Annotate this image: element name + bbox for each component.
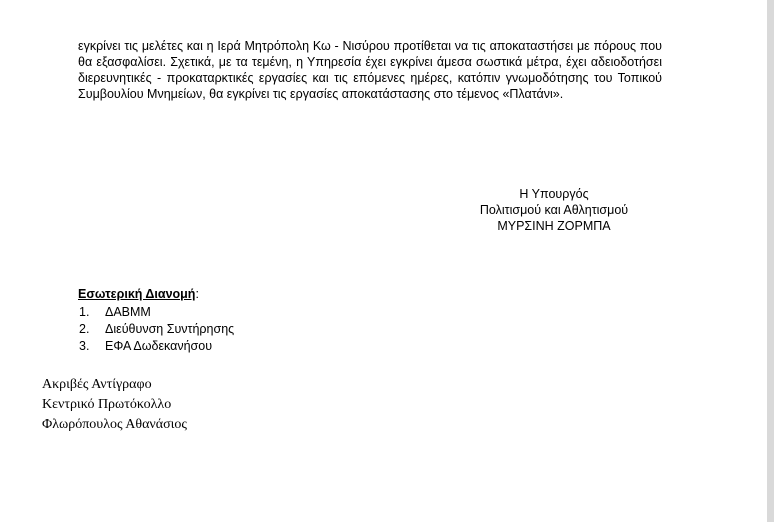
page-edge	[767, 0, 774, 522]
internal-distribution	[78, 286, 378, 355]
certifier-name: Φλωρόπουλος Αθανάσιος	[42, 417, 187, 432]
distribution-title: Εσωτερική Διανομή	[78, 287, 196, 301]
distribution-heading	[78, 286, 378, 302]
central-protocol-label: Κεντρικό Πρωτόκολλο	[42, 397, 172, 412]
certified-copy-label: Ακριβές Αντίγραφο	[42, 377, 152, 392]
signature-title: Η Υπουργός	[519, 187, 589, 201]
body-paragraph: εγκρίνει τις μελέτες και η Ιερά Μητρόπολη Κω - Νισύρου προτίθεται να τις αποκαταστήσει με πόρους που θα εξασφαλίσει. Σχετικά, με τα τεμένη, η Υπηρεσία έχει εγκρίνει άμεσα σωστικά μέτρα, έχει αδειοδοτήσει διερευνητικές - προκαταρκτικές εργασίες και τις επόμενες ημέρες, κατόπιν γνωμοδότησης του Τοπικού Συμβουλίου Μνημείων, θα εγκρίνει τις εργασίες αποκατάστασης στο τέμενος «Πλατάνι».	[78, 39, 662, 101]
list-item	[78, 304, 378, 321]
certified-copy-block	[42, 375, 342, 435]
list-number: 1.	[79, 305, 90, 319]
signature-ministry: Πολιτισμού και Αθλητισμού	[479, 203, 629, 217]
list-number: 2.	[79, 322, 90, 336]
list-label: ΕΦΑ Δωδεκανήσου	[105, 339, 213, 353]
list-label: ΔΑΒΜΜ	[105, 305, 151, 319]
list-item	[78, 321, 378, 338]
distribution-list	[78, 304, 378, 355]
signature-name: ΜΥΡΣΙΝΗ ΖΟΡΜΠΑ	[497, 219, 611, 233]
list-item	[78, 338, 378, 355]
list-number: 3.	[79, 339, 90, 353]
signature-block	[430, 186, 678, 234]
distribution-colon: :	[195, 287, 199, 301]
list-label: Διεύθυνση Συντήρησης	[105, 322, 235, 336]
